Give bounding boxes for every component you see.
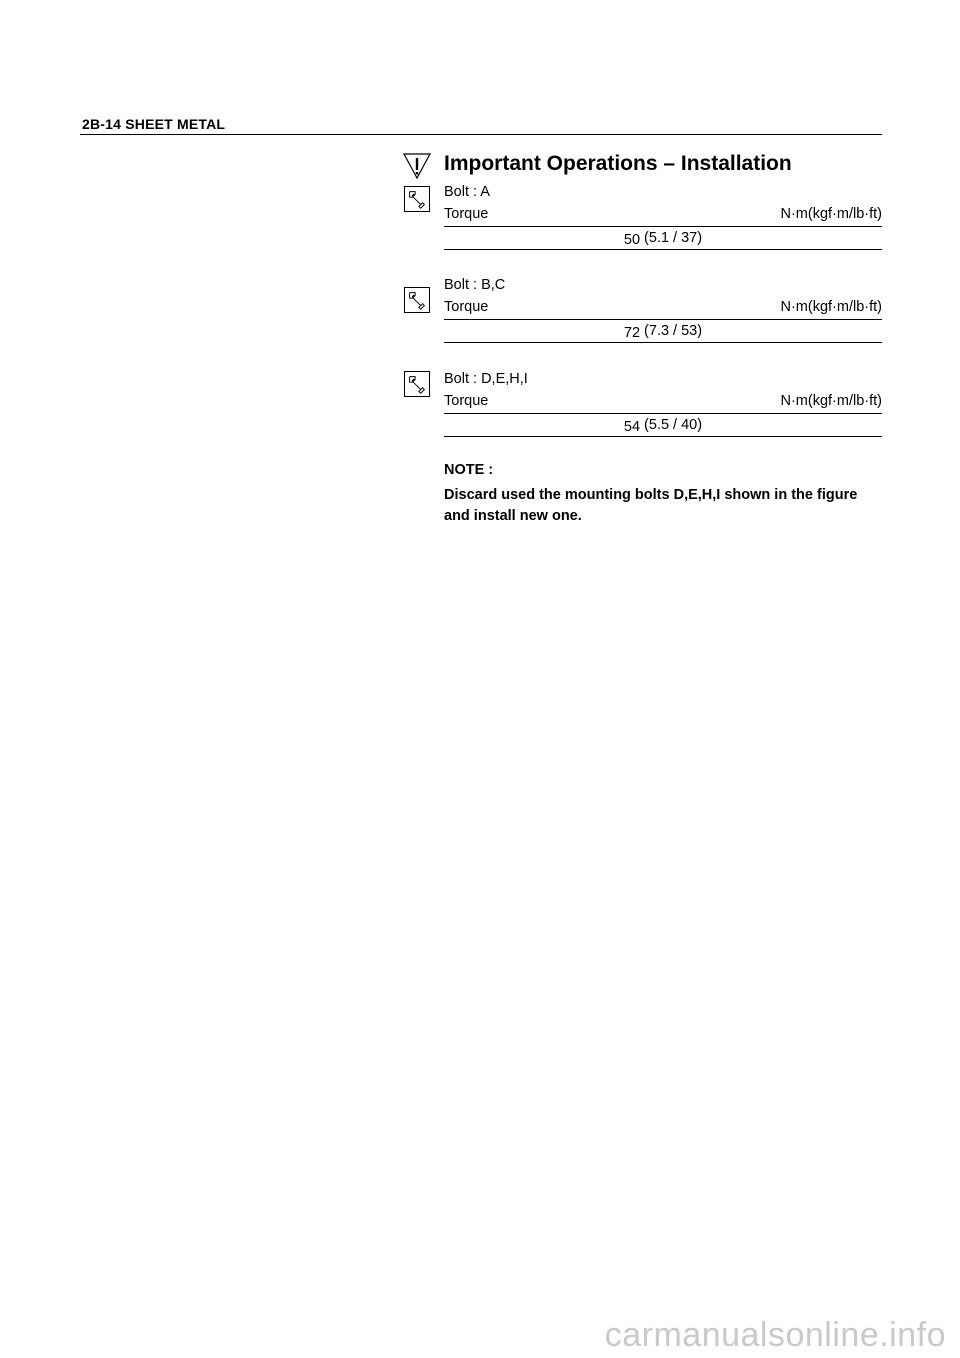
note-title: NOTE : [444,462,494,478]
bolt-label: Bolt : B,C [444,277,506,293]
torque-label: Torque [444,299,489,315]
torque-value-alt: (7.3 / 53) [644,323,703,339]
torque-unit: N·m(kgf·m/lb·ft) [780,299,882,315]
torque-value-nm: 54 [623,419,641,435]
torque-wrench-icon [404,186,430,212]
torque-wrench-icon [404,371,430,397]
divider [444,342,882,343]
divider [444,436,882,437]
warning-triangle-icon [403,152,431,180]
torque-value-nm: 50 [623,232,641,248]
torque-value-alt: (5.5 / 40) [644,417,703,433]
divider [444,413,882,414]
divider [444,226,882,227]
divider [444,249,882,250]
torque-value [444,323,882,339]
torque-value-alt: (5.1 / 37) [644,230,703,246]
torque-label: Torque [444,393,489,409]
page-header [80,114,882,135]
bolt-label: Bolt : D,E,H,I [444,371,528,387]
torque-spec-a [404,184,882,254]
section-title: 2B-14 SHEET METAL [82,116,226,132]
torque-value [444,417,882,433]
torque-label: Torque [444,206,489,222]
page-title: Important Operations – Installation [444,152,792,175]
watermark: carmanualsonline.info [604,1316,946,1354]
torque-wrench-icon [404,287,430,313]
torque-spec-bc [404,277,882,347]
bolt-label: Bolt : A [444,184,490,200]
divider [444,319,882,320]
torque-unit: N·m(kgf·m/lb·ft) [780,206,882,222]
torque-unit: N·m(kgf·m/lb·ft) [780,393,882,409]
torque-value [444,230,882,246]
torque-spec-dehi [404,371,882,441]
torque-value-nm: 72 [623,325,641,341]
note-text: Discard used the mounting bolts D,E,H,I shown in the figure and install new one. [444,487,858,524]
